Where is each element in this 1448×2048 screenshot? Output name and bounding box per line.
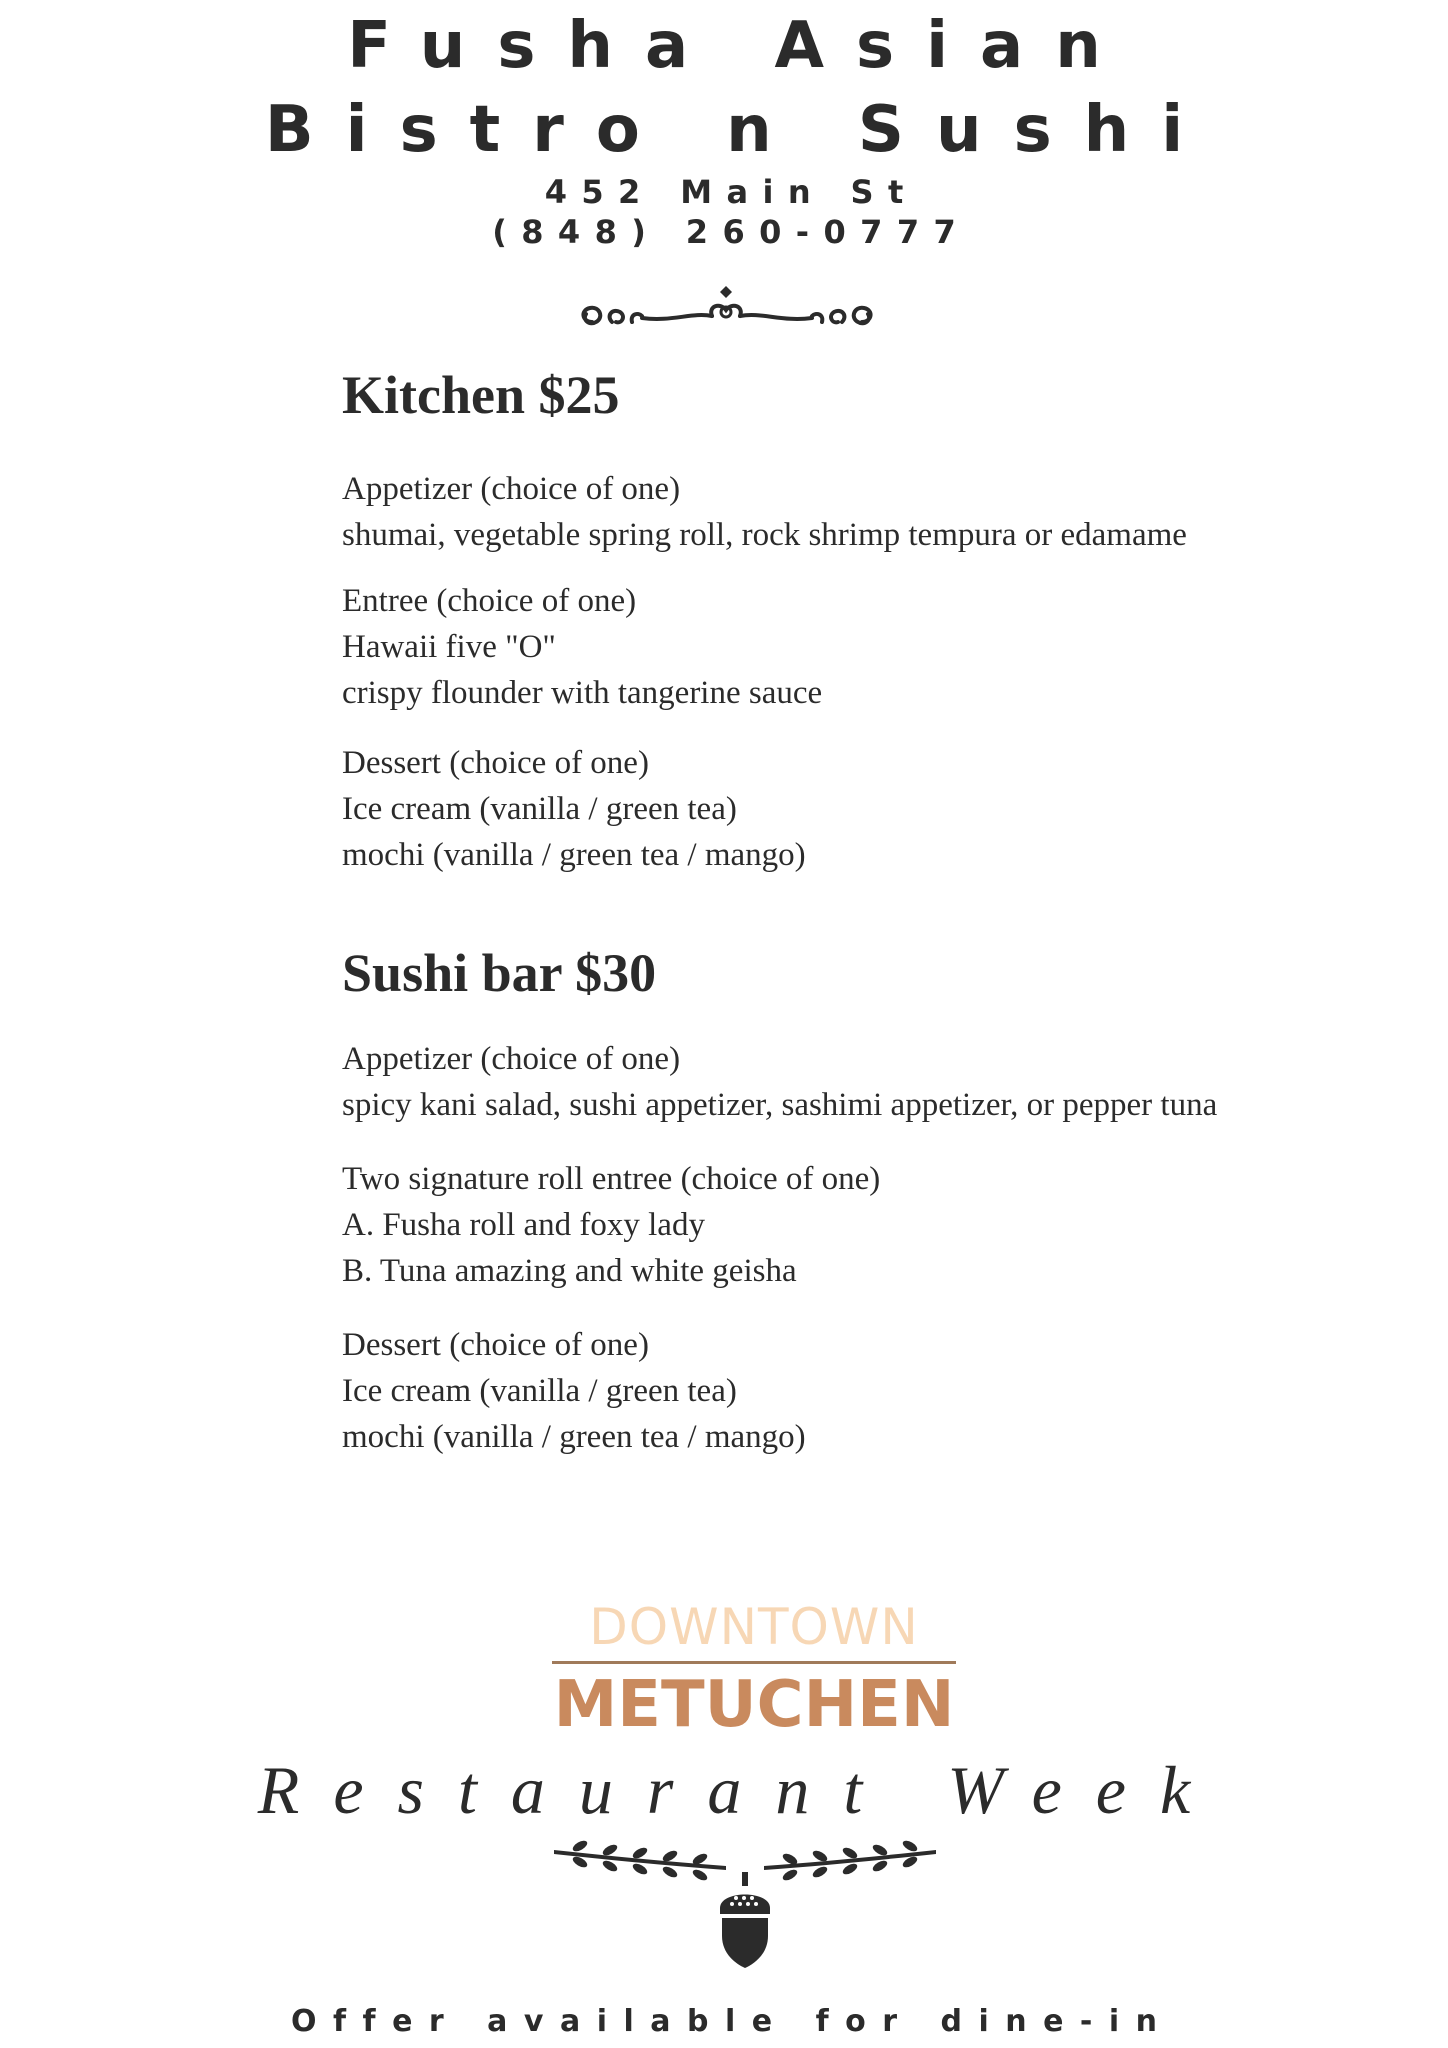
restaurant-name-line2: Bistro n Sushi	[264, 93, 1216, 167]
logo-downtown-text: DOWNTOWN	[589, 1598, 919, 1656]
address: 452 Main St	[544, 173, 918, 211]
sushi-entree-heading: Two signature roll entree (choice of one)	[342, 1161, 881, 1197]
logo-divider	[552, 1661, 956, 1664]
sushi-dessert	[342, 1322, 1342, 1460]
kitchen-dessert-heading: Dessert (choice of one)	[342, 745, 649, 781]
logo-metuchen-text: METUCHEN	[553, 1668, 955, 1742]
sushi-bar-title: Sushi bar $30	[342, 943, 657, 1003]
sushi-dessert-heading: Dessert (choice of one)	[342, 1327, 649, 1363]
restaurant-week-title: Restaurant Week	[257, 1752, 1225, 1828]
menu-content	[342, 360, 1342, 1460]
sushi-appetizer-heading: Appetizer (choice of one)	[342, 1041, 681, 1077]
menu-header	[0, 0, 1448, 252]
kitchen-appetizer-heading: Appetizer (choice of one)	[342, 471, 681, 507]
offer-footer: Offer available for dine-in	[290, 2004, 1174, 2039]
downtown-metuchen-logo	[552, 1597, 956, 1740]
sushi-entree-line2: B. Tuna amazing and white geisha	[342, 1253, 797, 1289]
kitchen-entree-heading: Entree (choice of one)	[342, 583, 637, 619]
ornamental-flourish-icon	[572, 282, 882, 346]
laurel-acorn-icon	[550, 1836, 940, 1976]
kitchen-entree-line1: Hawaii five "O"	[342, 629, 556, 665]
kitchen-entree	[342, 578, 1342, 716]
kitchen-title: Kitchen $25	[342, 365, 620, 425]
kitchen-appetizer	[342, 466, 1342, 558]
kitchen-dessert	[342, 740, 1342, 878]
kitchen-dessert-line1: Ice cream (vanilla / green tea)	[342, 791, 737, 827]
sushi-entree	[342, 1156, 1342, 1294]
restaurant-name-line1: Fusha Asian	[347, 9, 1133, 83]
kitchen-dessert-line2: mochi (vanilla / green tea / mango)	[342, 837, 806, 873]
sushi-appetizer-items: spicy kani salad, sushi appetizer, sashimi appetizer, or pepper tuna	[342, 1087, 1218, 1123]
sushi-entree-line1: A. Fusha roll and foxy lady	[342, 1207, 705, 1243]
kitchen-entree-line2: crispy flounder with tangerine sauce	[342, 675, 823, 711]
sushi-dessert-line1: Ice cream (vanilla / green tea)	[342, 1373, 737, 1409]
sushi-appetizer	[342, 1036, 1342, 1128]
kitchen-appetizer-items: shumai, vegetable spring roll, rock shrimp tempura or edamame	[342, 517, 1187, 553]
sushi-dessert-line2: mochi (vanilla / green tea / mango)	[342, 1419, 806, 1455]
phone: (848) 260-0777	[492, 213, 971, 251]
